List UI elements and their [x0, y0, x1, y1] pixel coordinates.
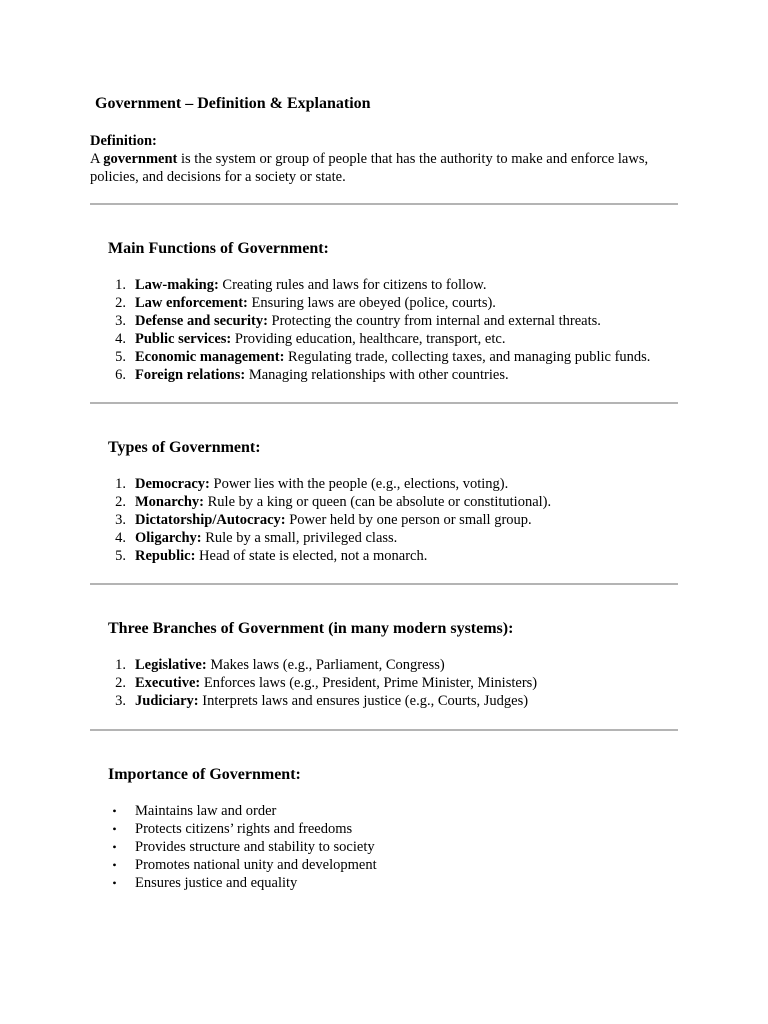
functions-item: [108, 330, 650, 348]
list-marker: 3.: [115, 693, 126, 709]
item-term: Oligarchy:: [135, 530, 202, 546]
list-marker: 1.: [115, 657, 126, 673]
item-term: Defense and security:: [135, 313, 268, 329]
item-text: Creating rules and laws for citizens to follow.: [218, 277, 487, 293]
list-marker: 2.: [115, 494, 126, 510]
bullet-marker: •: [112, 858, 117, 872]
definition-text: [90, 151, 648, 185]
definition-body: is the system or group of people that has the authority to make and enforce laws, policies, and decisions for a society or state.: [90, 151, 649, 185]
importance-item: [108, 856, 377, 874]
item-text: Makes laws (e.g., Parliament, Congress): [206, 657, 445, 673]
list-marker: 2.: [115, 675, 126, 691]
item-term: Economic management:: [135, 349, 285, 365]
item-term: Judiciary:: [135, 693, 199, 709]
item-term: Monarchy:: [135, 494, 205, 510]
bullet-marker: •: [112, 876, 117, 890]
item-text: Ensuring laws are obeyed (police, courts).: [247, 295, 496, 311]
document-title: Government – Definition & Explanation: [95, 95, 371, 112]
types-heading: Types of Government:: [108, 439, 261, 456]
functions-list: [108, 276, 650, 384]
section-divider: [90, 583, 678, 585]
item-text: Providing education, healthcare, transport, etc.: [231, 331, 506, 347]
item-term: Law-making:: [135, 277, 219, 293]
functions-item: [108, 366, 650, 384]
definition-prefix: A: [90, 151, 104, 167]
section-divider: [90, 203, 678, 205]
list-marker: 3.: [115, 512, 126, 528]
item-term: Republic:: [135, 548, 196, 564]
bullet-marker: •: [112, 804, 117, 818]
functions-heading: Main Functions of Government:: [108, 240, 329, 257]
item-term: Executive:: [135, 675, 201, 691]
item-text: Power lies with the people (e.g., elections, voting).: [209, 476, 509, 492]
types-item: [108, 475, 551, 493]
item-text: Rule by a small, privileged class.: [201, 530, 398, 546]
functions-item: [108, 276, 650, 294]
item-term: Public services:: [135, 331, 232, 347]
types-item: [108, 493, 551, 511]
item-text: Power held by one person or small group.: [285, 512, 532, 528]
item-text: Provides structure and stability to society: [135, 839, 375, 855]
item-term: Law enforcement:: [135, 295, 248, 311]
bullet-marker: •: [112, 822, 117, 836]
item-text: Head of state is elected, not a monarch.: [195, 548, 428, 564]
definition-block: [90, 132, 680, 186]
list-marker: 4.: [115, 331, 126, 347]
item-text: Enforces laws (e.g., President, Prime Minister, Ministers): [200, 675, 538, 691]
item-text: Protecting the country from internal and external threats.: [267, 313, 601, 329]
list-marker: 1.: [115, 476, 126, 492]
item-term: Legislative:: [135, 657, 207, 673]
importance-item: [108, 820, 377, 838]
list-marker: 2.: [115, 295, 126, 311]
item-term: Democracy:: [135, 476, 210, 492]
definition-label: Definition:: [90, 133, 157, 149]
importance-item: [108, 802, 377, 820]
branches-heading: Three Branches of Government (in many modern systems):: [108, 620, 514, 637]
item-text: Maintains law and order: [135, 803, 277, 819]
branches-item: [108, 692, 537, 710]
importance-item: [108, 838, 377, 856]
branches-list: [108, 656, 537, 710]
functions-item: [108, 348, 650, 366]
types-item: [108, 511, 551, 529]
list-marker: 4.: [115, 530, 126, 546]
list-marker: 3.: [115, 313, 126, 329]
item-text: Ensures justice and equality: [135, 875, 298, 891]
types-item: [108, 547, 551, 565]
importance-heading: Importance of Government:: [108, 766, 301, 783]
item-text: Regulating trade, collecting taxes, and managing public funds.: [284, 349, 651, 365]
list-marker: 6.: [115, 367, 126, 383]
item-text: Protects citizens’ rights and freedoms: [135, 821, 353, 837]
item-text: Promotes national unity and development: [135, 857, 377, 873]
types-list: [108, 475, 551, 565]
list-marker: 5.: [115, 349, 126, 365]
functions-item: [108, 294, 650, 312]
importance-item: [108, 874, 377, 892]
definition-term: government: [103, 151, 178, 167]
importance-list: [108, 802, 377, 892]
types-item: [108, 529, 551, 547]
item-text: Managing relationships with other countries.: [245, 367, 509, 383]
functions-item: [108, 312, 650, 330]
section-divider: [90, 402, 678, 404]
branches-item: [108, 656, 537, 674]
bullet-marker: •: [112, 840, 117, 854]
item-text: Rule by a king or queen (can be absolute or constitutional).: [204, 494, 552, 510]
branches-item: [108, 674, 537, 692]
item-term: Foreign relations:: [135, 367, 246, 383]
item-term: Dictatorship/Autocracy:: [135, 512, 286, 528]
list-marker: 5.: [115, 548, 126, 564]
section-divider: [90, 729, 678, 731]
item-text: Interprets laws and ensures justice (e.g., Courts, Judges): [198, 693, 529, 709]
list-marker: 1.: [115, 277, 126, 293]
